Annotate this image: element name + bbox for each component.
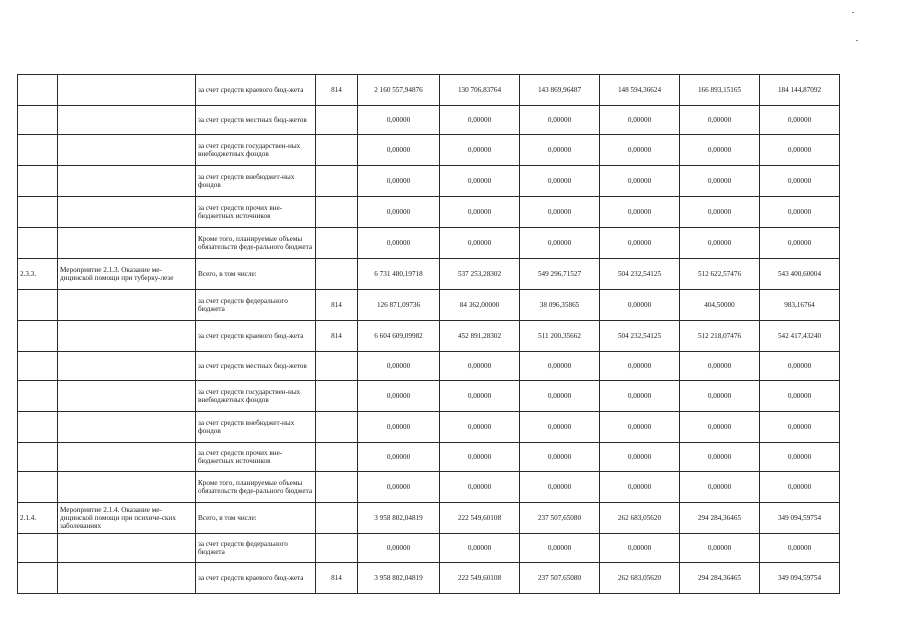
item-number-cell: [18, 352, 58, 381]
budget-code-cell: [316, 443, 358, 472]
measure-name-cell: [58, 352, 196, 381]
amount-cell: 3 958 802,04819: [358, 503, 440, 534]
item-number-cell: [18, 228, 58, 259]
amount-cell: 143 869,96487: [520, 75, 600, 106]
funding-source-cell: за счет средств федерального бюджета: [196, 534, 316, 563]
amount-cell: 0,00000: [358, 197, 440, 228]
budget-code-cell: [316, 503, 358, 534]
amount-cell: 0,00000: [520, 197, 600, 228]
amount-cell: 184 144,87092: [760, 75, 840, 106]
table-row: [18, 228, 840, 259]
table-row: [18, 290, 840, 321]
amount-cell: 0,00000: [358, 135, 440, 166]
item-number-cell: [18, 563, 58, 594]
amount-cell: 0,00000: [680, 228, 760, 259]
amount-cell: 0,00000: [600, 443, 680, 472]
table-row: [18, 503, 840, 534]
amount-cell: 0,00000: [520, 472, 600, 503]
measure-name-cell: [58, 228, 196, 259]
item-number-cell: [18, 290, 58, 321]
funding-source-cell: за счет средств местных бюд-жетов: [196, 352, 316, 381]
amount-cell: 0,00000: [760, 534, 840, 563]
amount-cell: 0,00000: [760, 352, 840, 381]
budget-code-cell: [316, 106, 358, 135]
amount-cell: 294 284,36465: [680, 503, 760, 534]
amount-cell: 0,00000: [358, 534, 440, 563]
funding-source-cell: Кроме того, планируемые объемы обязательств феде-рального бюджета: [196, 228, 316, 259]
amount-cell: 0,00000: [520, 443, 600, 472]
amount-cell: 6 604 609,09982: [358, 321, 440, 352]
budget-code-cell: [316, 197, 358, 228]
amount-cell: 0,00000: [358, 106, 440, 135]
table-row: [18, 135, 840, 166]
item-number-cell: [18, 412, 58, 443]
table-row: [18, 352, 840, 381]
budget-code-cell: [316, 228, 358, 259]
measure-name-cell: [58, 381, 196, 412]
table-row: [18, 106, 840, 135]
funding-source-cell: за счет средств государствен-ных внебюджетных фондов: [196, 135, 316, 166]
amount-cell: 0,00000: [358, 228, 440, 259]
item-number-cell: [18, 197, 58, 228]
amount-cell: 0,00000: [600, 106, 680, 135]
budget-code-cell: 814: [316, 75, 358, 106]
amount-cell: 6 731 480,19718: [358, 259, 440, 290]
amount-cell: 0,00000: [358, 352, 440, 381]
table-row: [18, 412, 840, 443]
budget-code-cell: [316, 259, 358, 290]
amount-cell: 262 683,05620: [600, 563, 680, 594]
amount-cell: 512 622,57476: [680, 259, 760, 290]
table-row: [18, 534, 840, 563]
amount-cell: 0,00000: [440, 166, 520, 197]
funding-source-cell: за счет средств прочих вне-бюджетных источников: [196, 197, 316, 228]
amount-cell: 0,00000: [680, 381, 760, 412]
table-row: [18, 75, 840, 106]
table-row: [18, 563, 840, 594]
amount-cell: 237 507,65080: [520, 563, 600, 594]
amount-cell: 0,00000: [440, 352, 520, 381]
table-row: [18, 321, 840, 352]
amount-cell: 504 232,54125: [600, 259, 680, 290]
amount-cell: 148 594,36624: [600, 75, 680, 106]
item-number-cell: [18, 166, 58, 197]
table-row: [18, 472, 840, 503]
amount-cell: 543 400,60004: [760, 259, 840, 290]
amount-cell: 0,00000: [680, 106, 760, 135]
amount-cell: 0,00000: [440, 472, 520, 503]
amount-cell: 3 958 802,04819: [358, 563, 440, 594]
amount-cell: 0,00000: [358, 443, 440, 472]
amount-cell: 130 706,83764: [440, 75, 520, 106]
amount-cell: 0,00000: [520, 352, 600, 381]
budget-code-cell: 814: [316, 290, 358, 321]
funding-source-cell: за счет средств внебюджет-ных фондов: [196, 166, 316, 197]
funding-source-cell: за счет средств внебюджет-ных фондов: [196, 412, 316, 443]
amount-cell: 0,00000: [520, 106, 600, 135]
amount-cell: 0,00000: [680, 135, 760, 166]
measure-name-cell: [58, 106, 196, 135]
amount-cell: 0,00000: [680, 472, 760, 503]
amount-cell: 126 871,09736: [358, 290, 440, 321]
measure-name-cell: Мероприятие 2.1.3. Оказание ме-дицинской помощи при туберку-лезе: [58, 259, 196, 290]
budget-code-cell: [316, 472, 358, 503]
amount-cell: 0,00000: [600, 352, 680, 381]
amount-cell: 0,00000: [600, 381, 680, 412]
amount-cell: 0,00000: [520, 135, 600, 166]
budget-code-cell: [316, 135, 358, 166]
amount-cell: 0,00000: [520, 534, 600, 563]
amount-cell: 0,00000: [600, 166, 680, 197]
amount-cell: 512 218,07476: [680, 321, 760, 352]
scan-speck: [856, 40, 858, 41]
budget-code-cell: [316, 534, 358, 563]
amount-cell: 0,00000: [680, 166, 760, 197]
amount-cell: 0,00000: [520, 412, 600, 443]
funding-source-cell: за счет средств краевого бюд-жета: [196, 563, 316, 594]
amount-cell: 38 096,35865: [520, 290, 600, 321]
amount-cell: 0,00000: [440, 197, 520, 228]
amount-cell: 0,00000: [680, 443, 760, 472]
table-row: [18, 166, 840, 197]
measure-name-cell: [58, 166, 196, 197]
amount-cell: 0,00000: [358, 381, 440, 412]
amount-cell: 2 160 557,94876: [358, 75, 440, 106]
item-number-cell: [18, 135, 58, 166]
amount-cell: 0,00000: [600, 228, 680, 259]
measure-name-cell: [58, 290, 196, 321]
amount-cell: 0,00000: [600, 197, 680, 228]
item-number-cell: [18, 106, 58, 135]
amount-cell: 0,00000: [760, 412, 840, 443]
funding-source-cell: за счет средств федерального бюджета: [196, 290, 316, 321]
amount-cell: 0,00000: [760, 228, 840, 259]
item-number-cell: [18, 381, 58, 412]
measure-name-cell: Мероприятие 2.1.4. Оказание ме-дицинской помощи при психиче-ских заболеваниях: [58, 503, 196, 534]
funding-source-cell: за счет средств государствен-ных внебюджетных фондов: [196, 381, 316, 412]
amount-cell: 404,50000: [680, 290, 760, 321]
measure-name-cell: [58, 135, 196, 166]
measure-name-cell: [58, 197, 196, 228]
amount-cell: 0,00000: [600, 135, 680, 166]
scan-speck: [852, 12, 854, 13]
amount-cell: 537 253,28302: [440, 259, 520, 290]
amount-cell: 983,16764: [760, 290, 840, 321]
amount-cell: 0,00000: [358, 472, 440, 503]
budget-code-cell: [316, 352, 358, 381]
item-number-cell: [18, 534, 58, 563]
table-row: [18, 197, 840, 228]
budget-code-cell: 814: [316, 563, 358, 594]
amount-cell: 452 891,28302: [440, 321, 520, 352]
amount-cell: 549 296,71527: [520, 259, 600, 290]
funding-source-cell: Всего, в том числе:: [196, 503, 316, 534]
amount-cell: 0,00000: [440, 412, 520, 443]
amount-cell: 511 200,35662: [520, 321, 600, 352]
measure-name-cell: [58, 534, 196, 563]
amount-cell: 0,00000: [760, 106, 840, 135]
amount-cell: 0,00000: [520, 228, 600, 259]
amount-cell: 222 549,60108: [440, 503, 520, 534]
measure-name-cell: [58, 75, 196, 106]
funding-source-cell: Кроме того, планируемые объемы обязательств феде-рального бюджета: [196, 472, 316, 503]
budget-code-cell: [316, 166, 358, 197]
budget-code-cell: 814: [316, 321, 358, 352]
amount-cell: 0,00000: [600, 534, 680, 563]
amount-cell: 0,00000: [680, 197, 760, 228]
amount-cell: 222 549,60108: [440, 563, 520, 594]
item-number-cell: [18, 443, 58, 472]
amount-cell: 0,00000: [440, 381, 520, 412]
amount-cell: 0,00000: [760, 472, 840, 503]
amount-cell: 84 362,00000: [440, 290, 520, 321]
budget-code-cell: [316, 412, 358, 443]
item-number-cell: [18, 472, 58, 503]
amount-cell: 166 893,15165: [680, 75, 760, 106]
table-row: [18, 381, 840, 412]
table-body: [18, 75, 840, 594]
funding-source-cell: Всего, в том числе:: [196, 259, 316, 290]
amount-cell: 0,00000: [680, 534, 760, 563]
measure-name-cell: [58, 321, 196, 352]
amount-cell: 349 094,59754: [760, 563, 840, 594]
amount-cell: 0,00000: [520, 166, 600, 197]
amount-cell: 294 284,36465: [680, 563, 760, 594]
amount-cell: 0,00000: [358, 166, 440, 197]
amount-cell: 0,00000: [440, 534, 520, 563]
item-number-cell: [18, 75, 58, 106]
funding-source-cell: за счет средств прочих вне-бюджетных источников: [196, 443, 316, 472]
amount-cell: 0,00000: [440, 135, 520, 166]
amount-cell: 0,00000: [680, 352, 760, 381]
measure-name-cell: [58, 443, 196, 472]
table-row: [18, 443, 840, 472]
measure-name-cell: [58, 412, 196, 443]
amount-cell: 0,00000: [358, 412, 440, 443]
amount-cell: 0,00000: [760, 135, 840, 166]
item-number-cell: 2.3.3.: [18, 259, 58, 290]
amount-cell: 0,00000: [760, 381, 840, 412]
funding-source-cell: за счет средств краевого бюд-жета: [196, 321, 316, 352]
amount-cell: 0,00000: [600, 472, 680, 503]
funding-source-cell: за счет средств местных бюд-жетов: [196, 106, 316, 135]
amount-cell: 237 507,65080: [520, 503, 600, 534]
amount-cell: 0,00000: [680, 412, 760, 443]
item-number-cell: 2.1.4.: [18, 503, 58, 534]
funding-table: [17, 74, 840, 594]
amount-cell: 0,00000: [520, 381, 600, 412]
budget-code-cell: [316, 381, 358, 412]
amount-cell: 349 094,59754: [760, 503, 840, 534]
amount-cell: 0,00000: [600, 412, 680, 443]
table-row: [18, 259, 840, 290]
measure-name-cell: [58, 472, 196, 503]
amount-cell: 0,00000: [760, 197, 840, 228]
amount-cell: 0,00000: [760, 166, 840, 197]
amount-cell: 262 683,05620: [600, 503, 680, 534]
item-number-cell: [18, 321, 58, 352]
amount-cell: 0,00000: [760, 443, 840, 472]
amount-cell: 0,00000: [440, 228, 520, 259]
measure-name-cell: [58, 563, 196, 594]
amount-cell: 504 232,54125: [600, 321, 680, 352]
funding-source-cell: за счет средств краевого бюд-жета: [196, 75, 316, 106]
amount-cell: 0,00000: [600, 290, 680, 321]
amount-cell: 0,00000: [440, 106, 520, 135]
amount-cell: 542 417,43240: [760, 321, 840, 352]
amount-cell: 0,00000: [440, 443, 520, 472]
